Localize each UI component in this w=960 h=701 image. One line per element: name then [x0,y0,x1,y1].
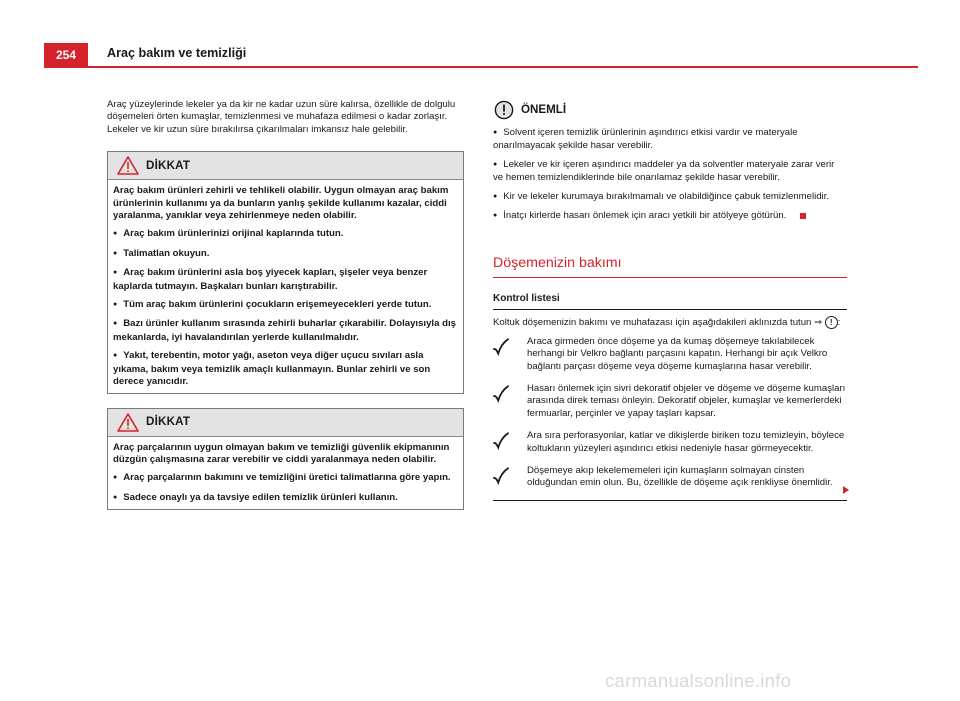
watermark: carmanualsonline.info [605,670,792,691]
warning-bullet: ● Tüm araç bakım ürünlerini çocukların erişemeyecekleri yerde tutun. [113,299,459,312]
checklist-item-text: Hasarı önlemek için sivri dekoratif objeler ve döşeme ve döşeme kumaşları arasında direk teması önleyin. Dekoratif objeler, kumaşlar ve kemerlerdeki fermuarlar, perçinler ve yapay taşları kapsar. [527,382,846,419]
warning-header [108,152,463,180]
warning-bullet: ● Talimatlan okuyun. [113,248,459,261]
warning-bullet: ● Sadece onaylı ya da tavsiye edilen temizlik ürünleri kullanın. [113,492,459,505]
warning-paragraph: Araç parçalarının uygun olmayan bakım ve temizliği güvenlik ekipmanının düzgün çalışmasına zarar verebilir ve ciddi yaralanmaya neden olabilir. [113,441,450,465]
important-bullet-last [493,210,847,223]
warning-box-2 [107,408,464,511]
left-column [107,99,464,524]
warning-box-1 [107,151,464,393]
warning-title: DİKKAT [146,414,191,428]
warning-body [108,437,463,510]
important-bullet: ● Kir ve lekeler kurumaya bırakılmamalı ve olabildiğince çabuk temizlenmelidir. [493,191,847,204]
warning-bullet: ● Araç parçalarının bakımını ve temizliğini üretici talimatlarına göre yapın. [113,472,459,485]
page-number: 254 [44,43,88,67]
important-bullet: ● Lekeler ve kir içeren aşındırıcı maddeler ya da solventler materyale zarar verir ve hemen temizlendiklerinde bile onarılamaz şekilde hasar verebilir. [493,159,847,185]
checklist-item-text: Döşemeye akıp lekelememeleri için kumaşların solmayan cinsten olduğundan emin olun. Bu, özellikle de döşeme açık renkliyse önemlidir. [527,464,833,489]
checkmark-icon [493,336,517,373]
important-bullet: ● Solvent içeren temizlik ürünlerinin aşındırıcı etkisi vardır ve materyale onarılmayacak şekilde hasar verebilir. [493,127,847,153]
end-of-section-marker [800,213,806,219]
checklist-intro-colon: : [837,317,841,329]
right-column [493,99,847,501]
warning-body [108,180,463,392]
bottom-rule [493,500,847,501]
continue-arrow-icon [843,486,849,494]
checklist-intro-text: Koltuk döşemenizin bakımı ve muhafazası için aşağıdakileri aklınızda tutun ⇒ [493,317,823,329]
chapter-title: Araç bakım ve temizliği [107,46,247,60]
warning-bullet: ● Araç bakım ürünlerini asla boş yiyecek kapları, şişeler veya benzer kaplarda tutmayın. Başkaları bunları karıştırabilir. [113,267,459,293]
warning-triangle-icon [117,413,139,432]
checklist-item [493,430,847,455]
warning-triangle-icon [117,156,139,175]
checklist-item [493,383,847,420]
important-header [494,99,847,121]
checkmark-icon [493,383,517,420]
important-ref-icon[interactable]: ! [825,316,838,329]
header-rule [44,66,918,68]
section-heading: Döşemenizin bakımı [493,257,847,277]
warning-header [108,409,463,437]
important-exclamation-icon [494,100,514,120]
warning-bullet: ● Yakıt, terebentin, motor yağı, aseton veya diğer uçucu sıvıları asla yıkama, bakım veya temizlik amaçlı kullanmayın. Bunlar zehirli ve son derece yanıcıdır. [113,350,459,388]
checklist-item-text: Araca girmeden önce döşeme ya da kumaş döşemeye takılabilecek herhangi bir Velkro bağlantı parçasını kapatın. Herhangi bir açık Velkro bağlantı parçası döşeme veya döşeme kumaşlarına hasar verebilir. [527,335,828,372]
important-title: ÖNEMLİ [521,102,567,116]
checkmark-icon [493,430,517,455]
subsection-heading: Kontrol listesi [493,293,847,310]
intro-paragraph: Araç yüzeylerinde lekeler ya da kir ne kadar uzun süre kalırsa, özellikle de dolgulu döşemeleri örten kumaşlar, temizlenmesi ve muhafaza edilmesi o kadar zorlaşır. Lekeler ve kir uzun süre bırakılırsa çıkarılmaları imkansız hale gelebilir. [107,99,456,135]
warning-paragraph: Araç bakım ürünleri zehirli ve tehlikeli olabilir. Uygun olmayan araç bakım ürünlerinin kullanımı ya da bunların yanlış şekilde kullanımı kazalar, ciddi yaralanma, yanıklar veya zehirlenmeye neden olabilir. [113,185,449,222]
warning-title: DİKKAT [146,158,191,172]
checklist-intro [493,316,847,329]
checklist-item [493,336,847,373]
important-bullet-text: ● İnatçı kirlerde hasarı önlemek için aracı yetkili bir atölyeye götürün. [493,210,786,221]
checklist-item-text: Ara sıra perforasyonlar, katlar ve dikişlerde biriken tozu temizleyin, böylece koltukların yüzeyleri aşındırıcı etkisi nedeniyle hasar görmeyecektir. [527,430,845,454]
checklist-item [493,465,847,490]
checkmark-icon [493,465,517,490]
warning-bullet: ● Araç bakım ürünlerinizi orijinal kaplarında tutun. [113,228,459,241]
warning-bullet: ● Bazı ürünler kullanım sırasında zehirli buharlar çıkarabilir. Dolayısıyla dış mekanlarda, iyi havalandırılan yerlerde kullanılmalıdır. [113,318,459,344]
